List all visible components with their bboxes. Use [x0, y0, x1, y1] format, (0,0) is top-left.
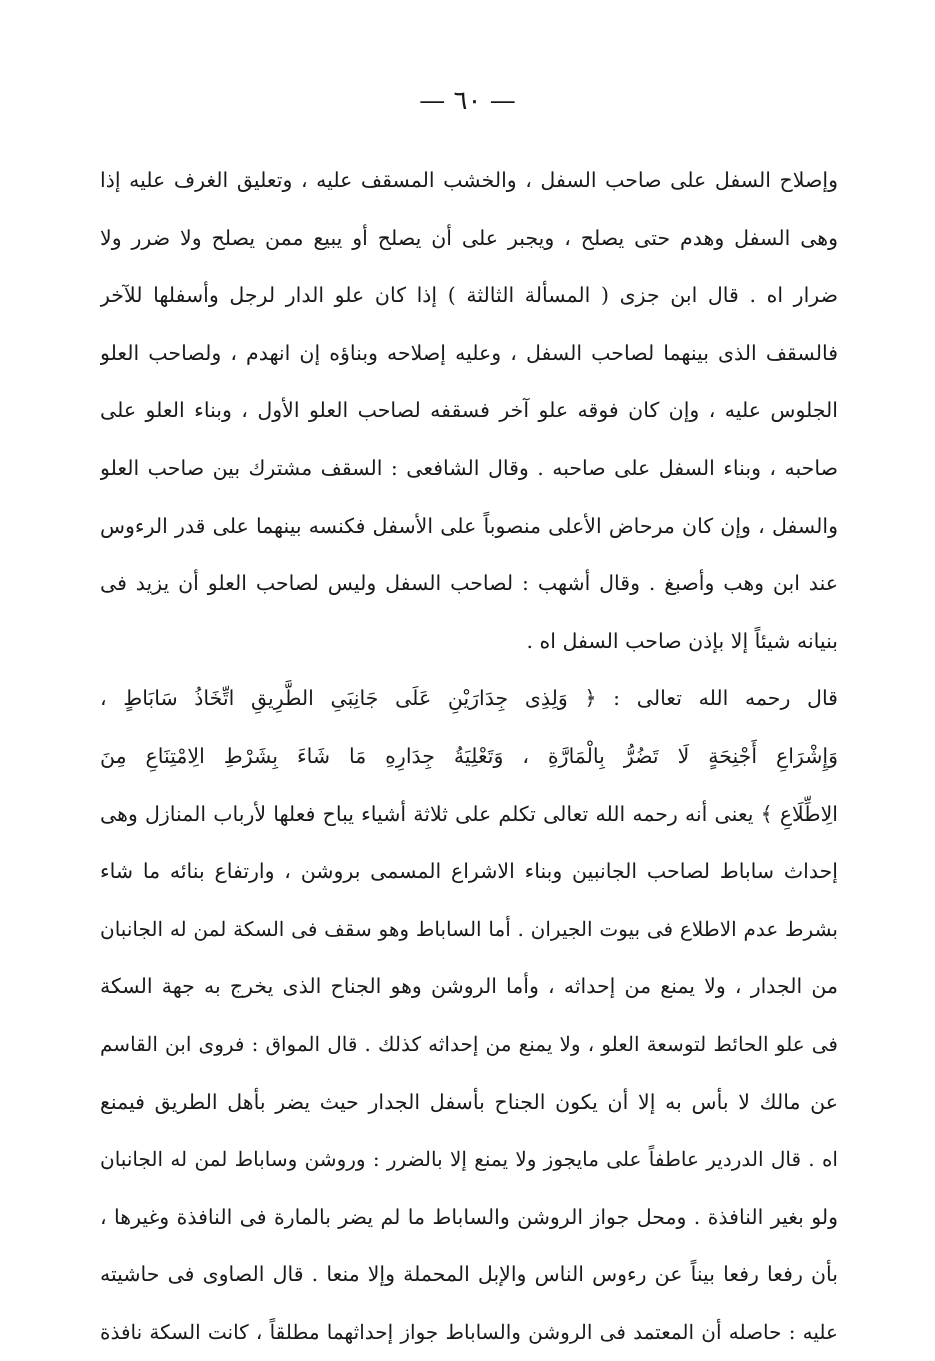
text-line: صاحبه ، وبناء السفل على صاحبه . وقال الشافعى : السقف مشترك بين صاحب العلو [100, 455, 838, 480]
text-line: وإصلاح السفل على صاحب السفل ، والخشب المسقف عليه ، وتعليق الغرف عليه إذا [100, 168, 838, 192]
text-line: عليه : حاصله أن المعتمد فى الروشن والساباط جواز إحداثهما مطلقاً ، كانت السكة نافذة [100, 1319, 838, 1344]
text-line: عن مالك لا بأس به إلا أن يكون الجناح بأسفل الجدار حيث يضر بأهل الطريق فيمنع [100, 1089, 838, 1114]
text-line: بشرط عدم الاطلاع فى بيوت الجيران . أما الساباط وهو سقف فى السكة لمن له الجانبان [100, 916, 838, 941]
page-number: — ٦٠ — [419, 86, 516, 116]
text-line: بأن رفعا رفعا بيناً عن رءوس الناس والإبل المحملة وإلا منعا . قال الصاوى فى حاشيته [100, 1262, 838, 1287]
text-line: قال رحمه الله تعالى : ﴿ وَلِذِى جِدَارَيْنِ عَلَى جَانِبَىِ الطَّرِيقِ اتِّخَاذُ سَابَاطٍ ، [100, 686, 838, 711]
text-line: وهى السفل وهدم حتى يصلح ، ويجبر على أن يصلح أو يبيع ممن يصلح ولا ضرر ولا [100, 225, 838, 250]
text-line: الِاطِّلَاعِ ﴾ يعنى أنه رحمه الله تعالى تكلم على ثلاثة أشياء يباح فعلها لأرباب المنازل وهى [100, 801, 838, 826]
text-line: عند ابن وهب وأصبغ . وقال أشهب : لصاحب السفل وليس لصاحب العلو أن يزيد فى [100, 571, 838, 596]
text-line: فى علو الحائط لتوسعة العلو ، ولا يمنع من إحداثه كذلك . قال المواق : فروى ابن القاسم [100, 1031, 838, 1056]
text-line: فالسقف الذى بينهما لصاحب السفل ، وعليه إصلاحه وبناؤه إن انهدم ، ولصاحب العلو [100, 340, 838, 365]
text-line: بنيانه شيئاً إلا بإذن صاحب السفل اه . [526, 628, 838, 653]
text-line: ولو بغير النافذة . ومحل جواز الروشن والساباط ما لم يضر بالمارة فى النافذة وغيرها ، [100, 1204, 838, 1229]
text-line: إحداث ساباط لصاحب الجانبين وبناء الاشراع المسمى بروشن ، وارتفاع بنائه ما شاء [100, 859, 838, 884]
text-line: ضرار اه . قال ابن جزى ( المسألة الثالثة ) إذا كان علو الدار لرجل وأسفلها للآخر [100, 283, 838, 308]
body-text [100, 152, 838, 1361]
text-line: الجلوس عليه ، وإن كان فوقه علو آخر فسقفه لصاحب العلو الأول ، وبناء العلو على [100, 398, 838, 423]
text-line: اه . قال الدردير عاطفاً على مايجوز ولا يمنع إلا بالضرر : وروشن وساباط لمن له الجانبان [100, 1147, 838, 1172]
text-line: وَإِشْرَاعِ أَجْنِحَةٍ لَا تَضُرُّ بِالْمَارَّةِ ، وَتَعْلِيَةُ جِدَارِهِ مَا شَاءَ بِشَرْطِ الِامْتِنَاعِ مِنَ [100, 743, 838, 768]
text-line: والسفل ، وإن كان مرحاض الأعلى منصوباً على الأسفل فكنسه بينهما على قدر الرءوس [100, 513, 838, 538]
text-line: من الجدار ، ولا يمنع من إحداثه ، وأما الروشن وهو الجناح الذى يخرج به جهة السكة [100, 974, 838, 999]
